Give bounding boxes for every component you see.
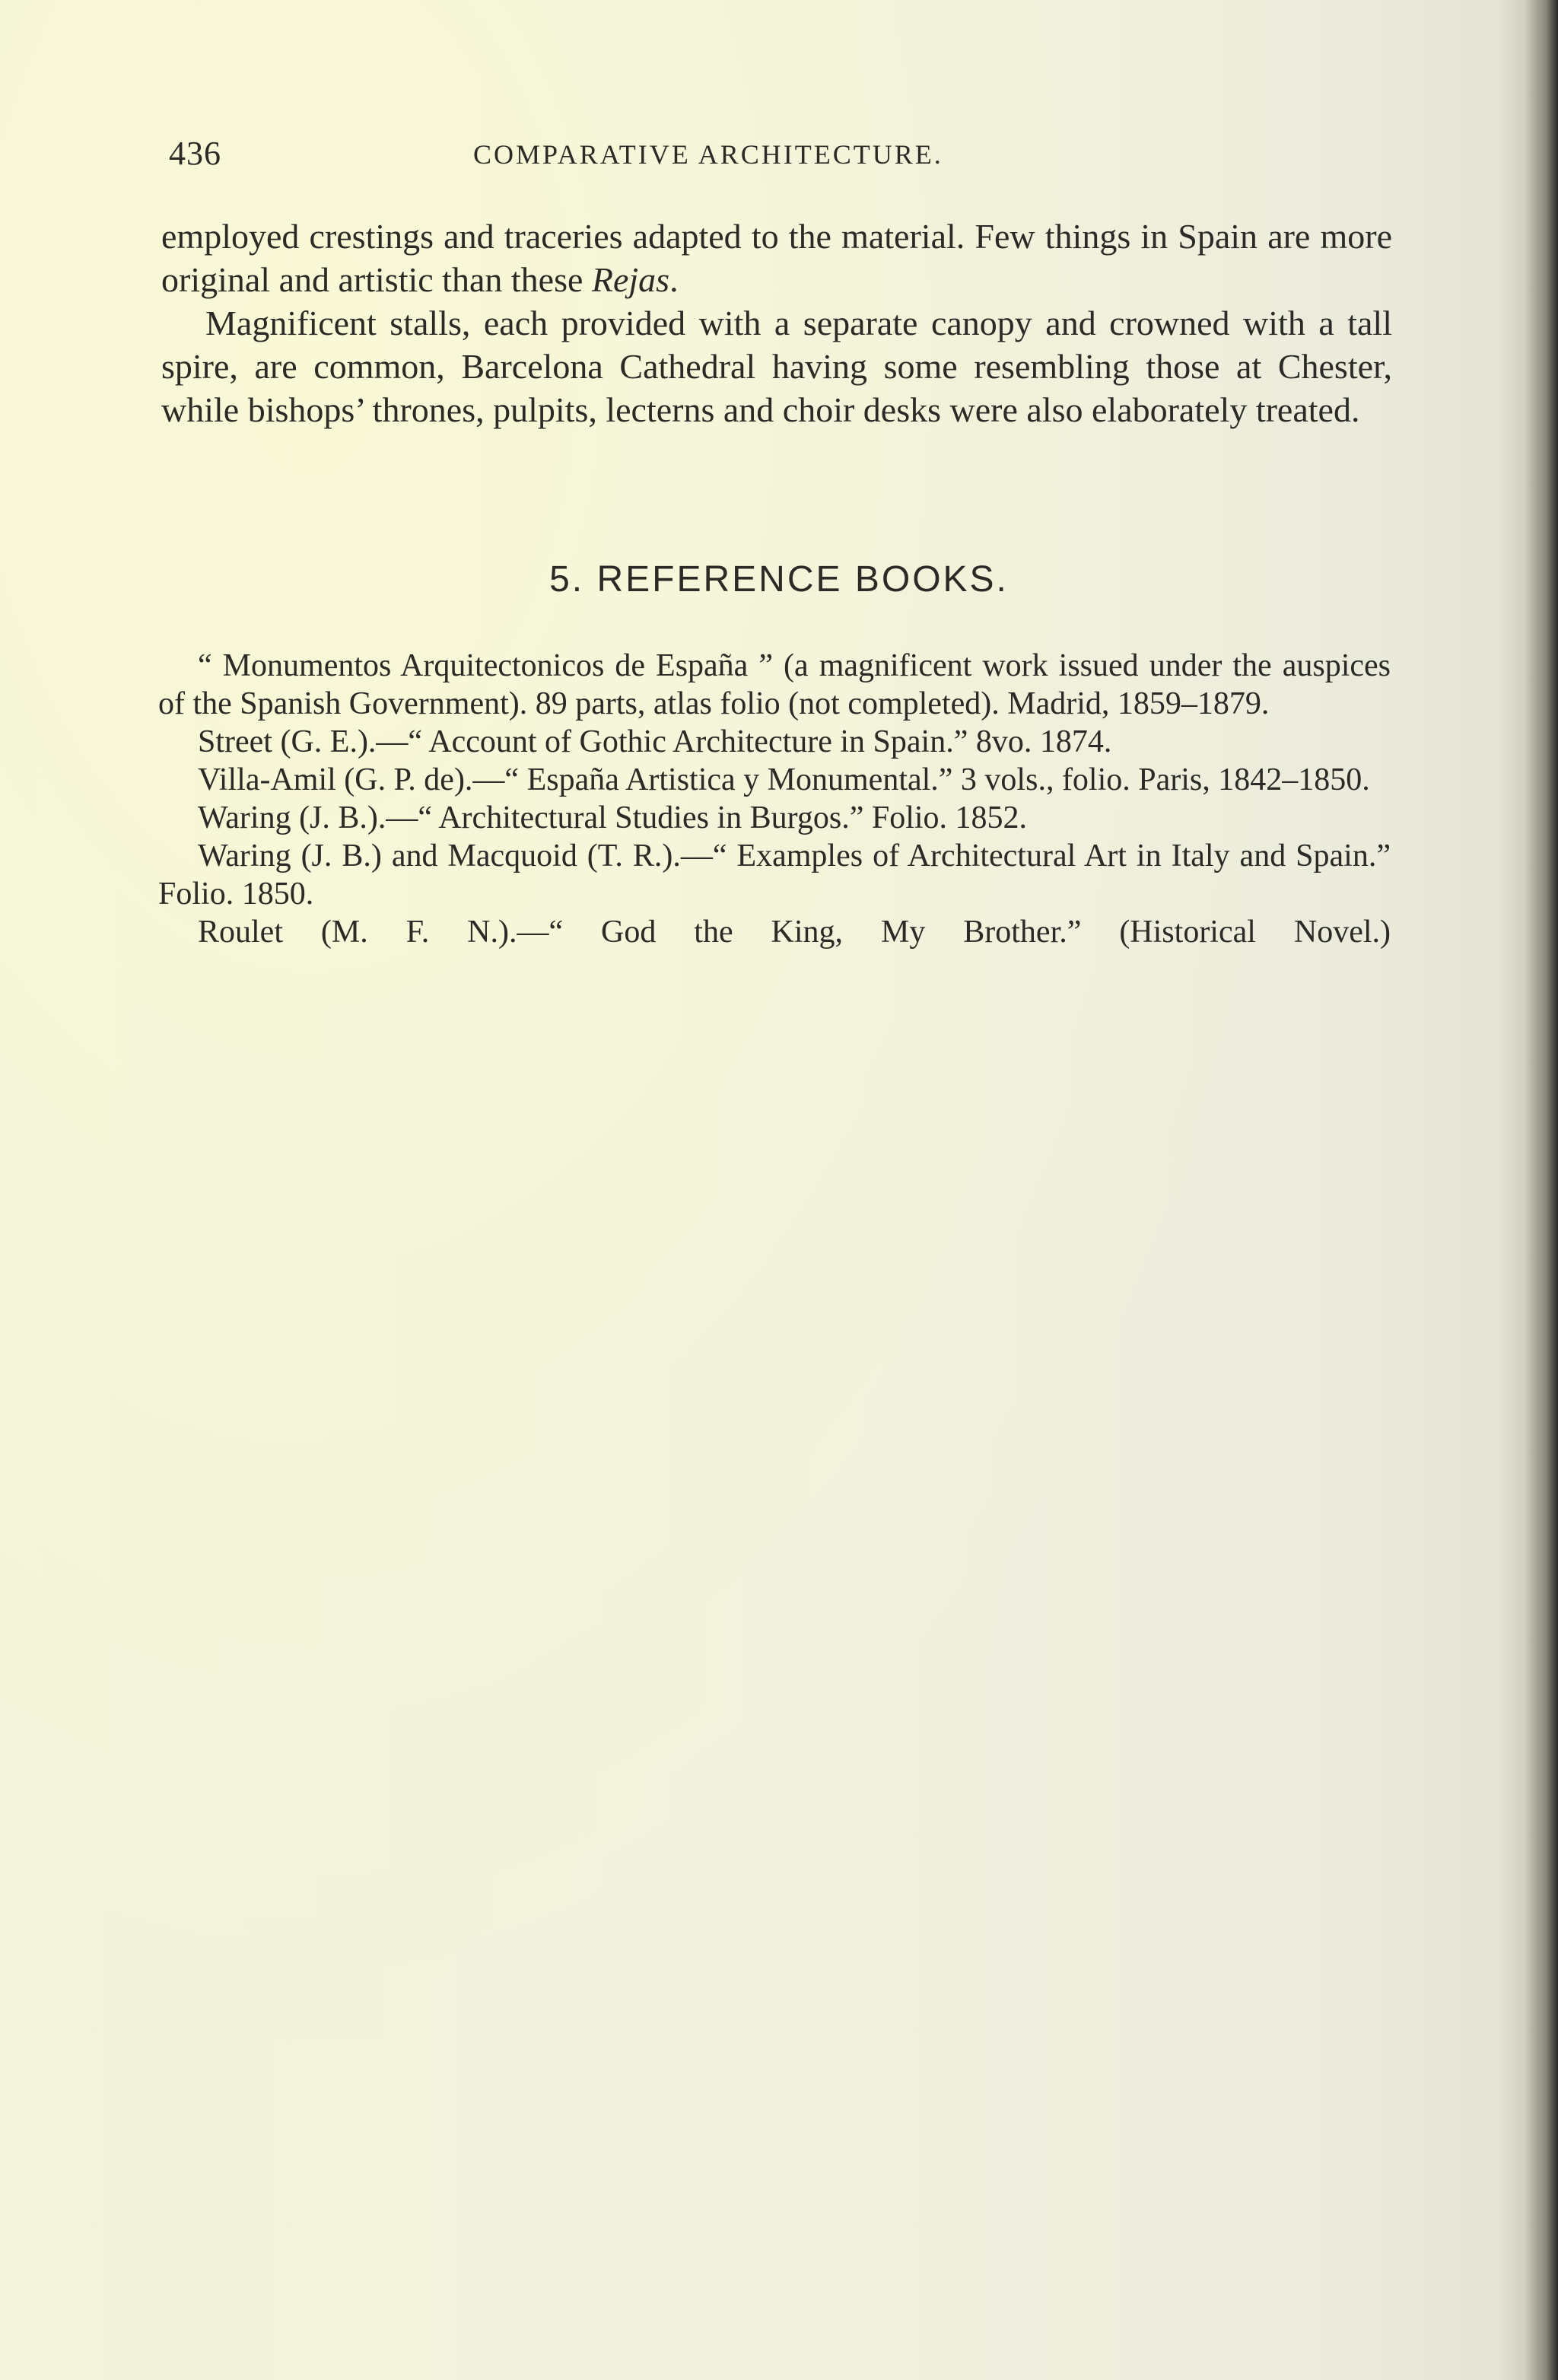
reference-item: Street (G. E.).—“ Account of Gothic Architecture in Spain.” 8vo. 1874. xyxy=(198,724,1112,759)
rejas-term: Rejas xyxy=(591,260,670,299)
paragraph-rejas-text: employed crestings and traceries adapted to the material. Few things in Spain are more original and artistic than these xyxy=(161,217,1392,299)
page-edge-shadow xyxy=(1497,0,1558,2380)
section-heading: 5. REFERENCE BOOKS. xyxy=(549,559,1009,600)
running-head: COMPARATIVE ARCHITECTURE. xyxy=(473,139,943,170)
reference-item: Roulet (M. F. N.).—“ God the King, My Brother.” (Historical Novel.) xyxy=(198,915,1391,950)
paragraph-rejas-end: . xyxy=(669,260,679,299)
paragraph-stalls: Magnificent stalls, each provided with a separate canopy and crowned with a tall spire, are common, Barcelona Cathedral having some resembling those at Chester, while bishops’ thrones, pulpits, lecterns and choir desks were also elaborately treated. xyxy=(161,304,1392,429)
reference-item: Waring (J. B.) and Macquoid (T. R.).—“ Examples of Architectural Art in Italy and Spain.” Folio. 1850. xyxy=(158,838,1391,912)
page-number: 436 xyxy=(169,135,221,172)
reference-item: Villa-Amil (G. P. de).—“ España Artistica y Monumental.” 3 vols., folio. Paris, 1842–1850. xyxy=(198,762,1370,797)
reference-item: “ Monumentos Arquitectonicos de España ” (a magnificent work issued under the auspices of the Spanish Government). 89 parts, atlas folio (not completed). Madrid, 1859–1879. xyxy=(158,648,1391,721)
paragraph-rejas xyxy=(161,215,1392,301)
reference-item: Waring (J. B.).—“ Architectural Studies in Burgos.” Folio. 1852. xyxy=(198,800,1028,835)
page-header xyxy=(169,134,1386,180)
reference-list xyxy=(158,647,1391,951)
body-text xyxy=(161,215,1392,431)
